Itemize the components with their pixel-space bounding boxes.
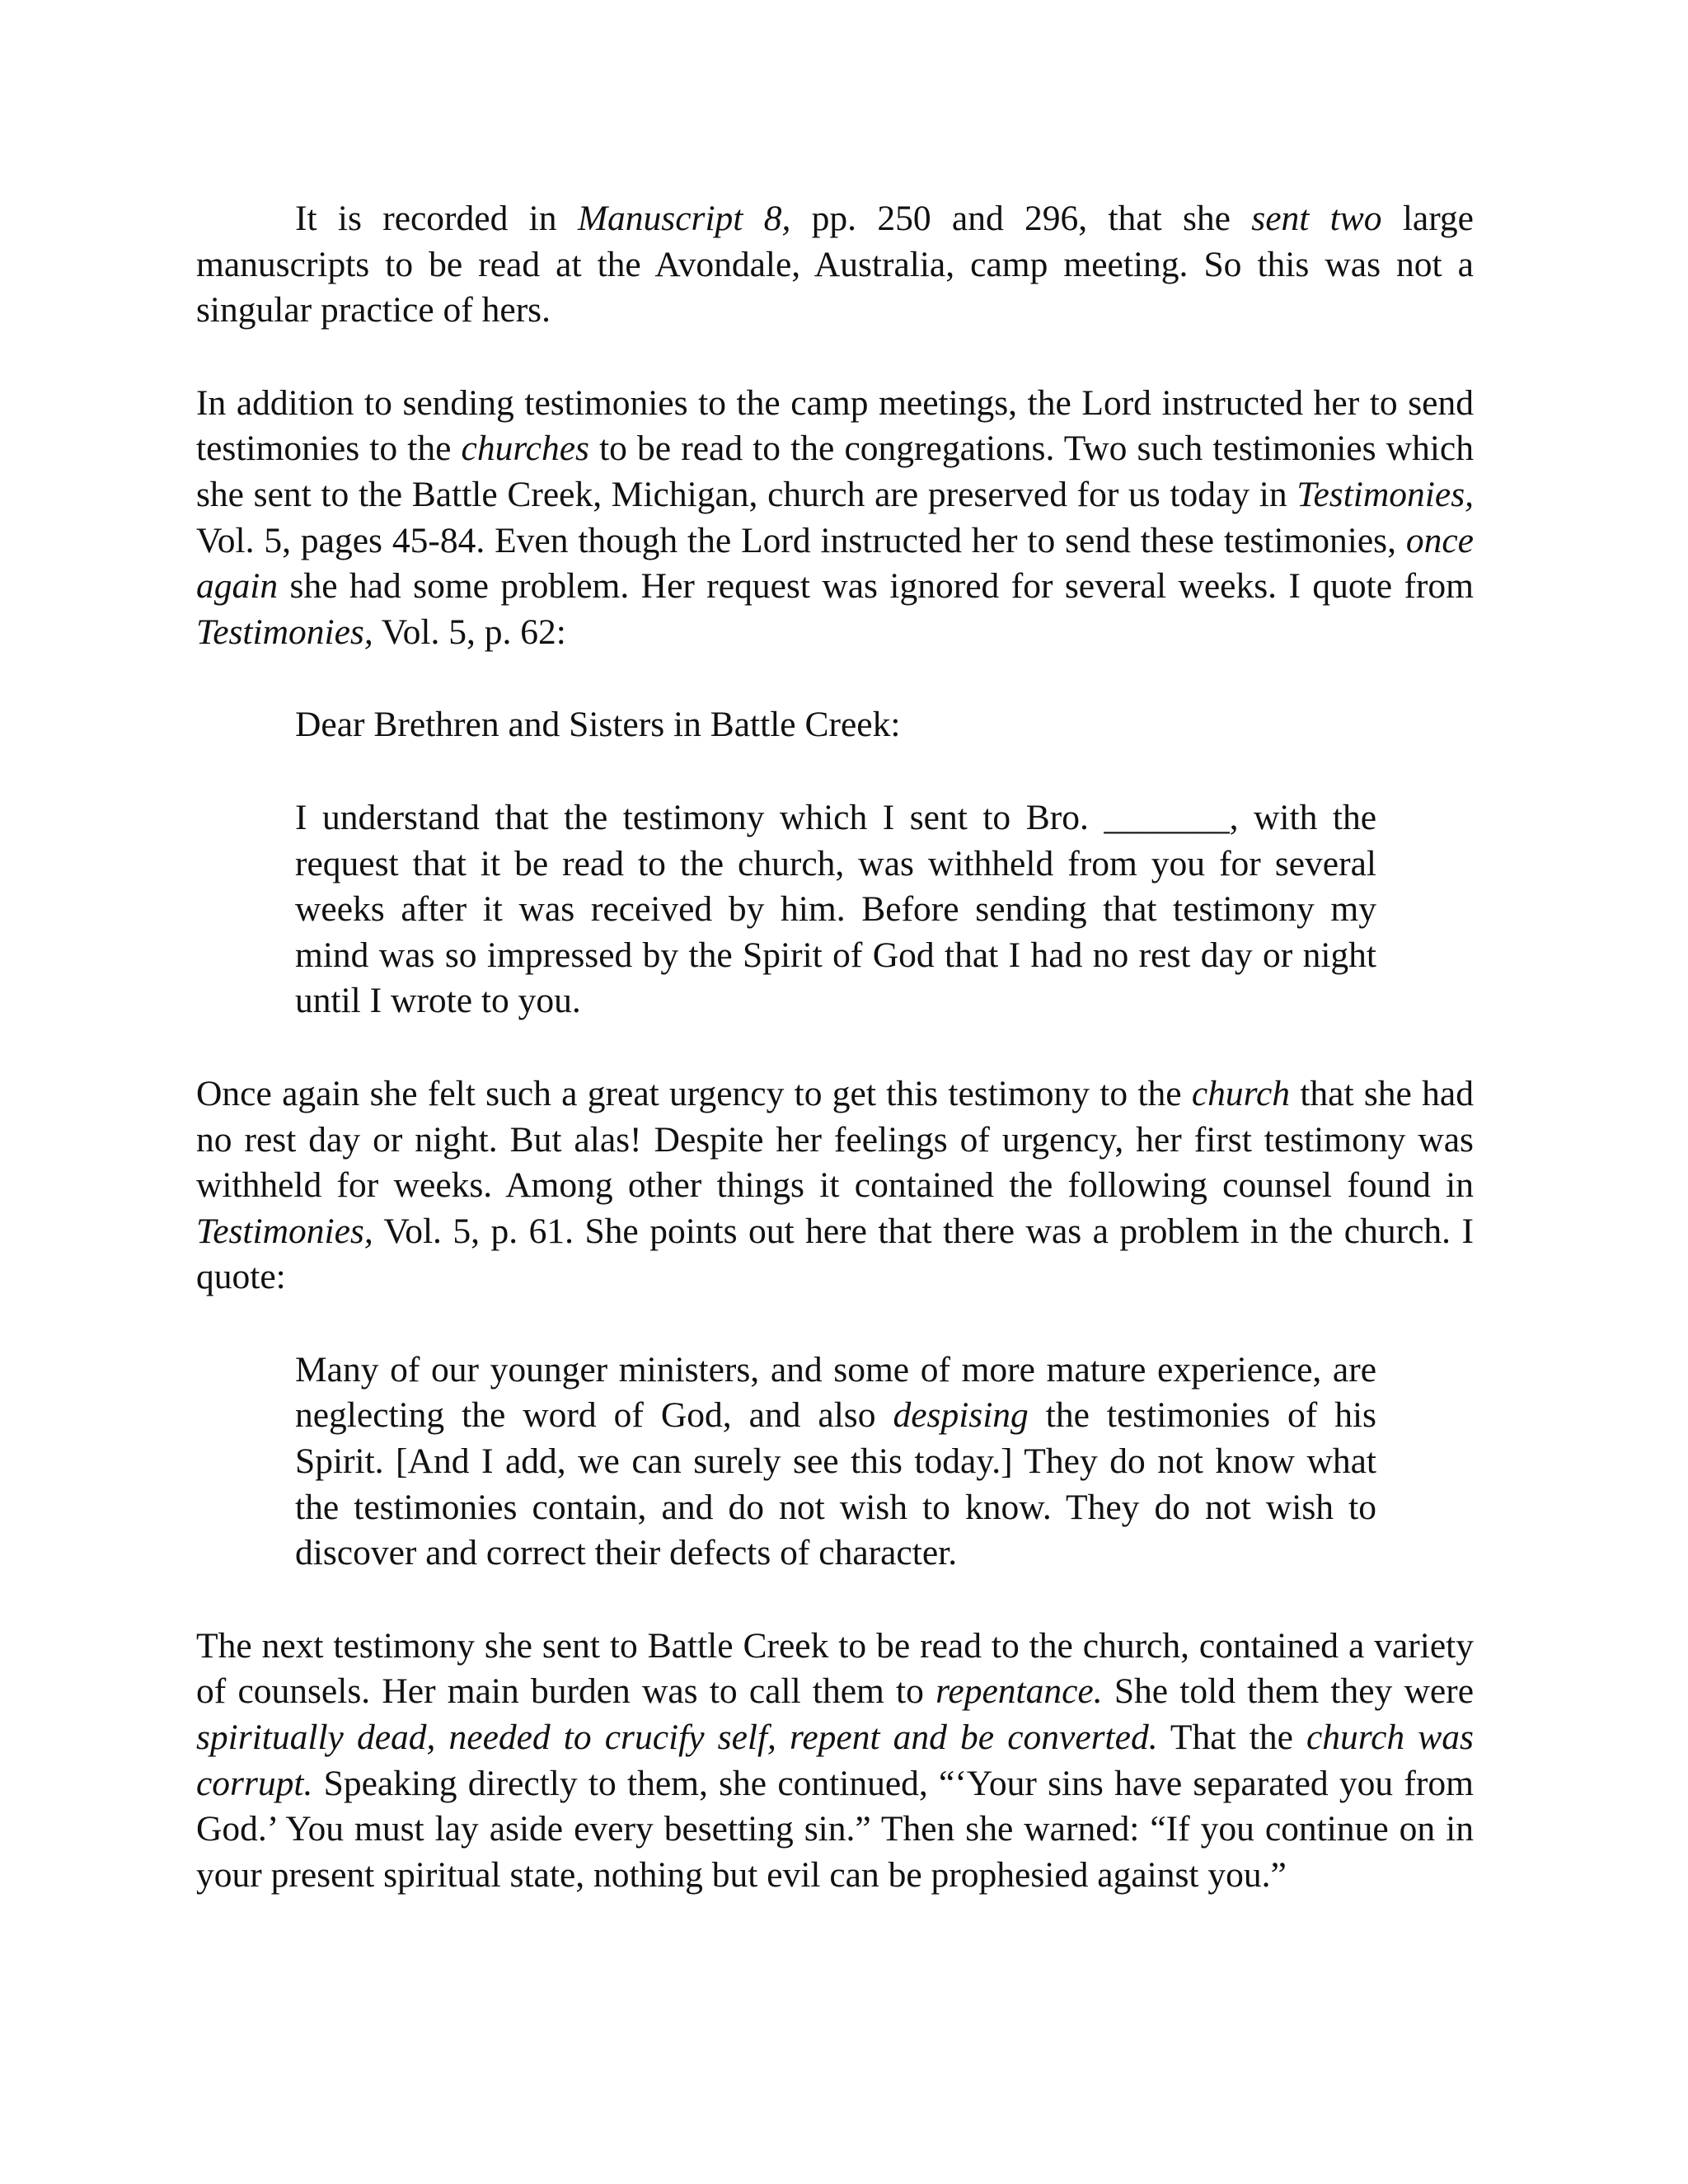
paragraph-next-testimony: The next testimony she sent to Battle Creek to be read to the church, contained a variety of counsels. Her main burden was to call them to repentance. She told them they were spiritually dead, needed to crucify self, repent and be converted. That the church was corrupt. Speaking directly to them, she continued, “‘Your sins have separated you from God.’ You must lay aside every besetting sin.” Then she warned: “If you continue on in your present spiritual state, nothing but evil can be prophesied against you.” [196,1625,1474,1895]
document-page [196,196,1474,1898]
paragraph-manuscript-8: It is recorded in Manuscript 8, pp. 250 and 296, that she sent two large manuscripts to be read at the Avondale, Australia, camp meeting. So this was not a singular practice of hers. [196,199,1474,330]
paragraph-gap [196,1024,1474,1071]
paragraph-urgency: Once again she felt such a great urgency to get this testimony to the church that she had no rest day or night. But alas! Despite her feelings of urgency, her first testimony was withheld for weeks. Among other things it contained the following counsel found in Testimonies, Vol. 5, p. 61. She points out here that there was a problem in the church. I quote: [196,1073,1474,1297]
block-quote-younger-ministers: Many of our younger ministers, and some of more mature experience, are neglecting the word of God, and also despising the testimonies of his Spirit. [And I add, we can surely see this today.] They do not know what the testimonies contain, and do not wish to know. They do not wish to discover and correct their defects of character. [295,1349,1376,1573]
paragraph-gap [196,1301,1474,1347]
paragraph-gap [196,655,1474,702]
paragraph-testimonies-to-churches: In addition to sending testimonies to the camp meetings, the Lord instructed her to send testimonies to the churches to be read to the congregations. Two such testimonies which she sent to the Battle Creek, Michigan, church are preserved for us today in Testimonies, Vol. 5, pages 45-84. Even though the Lord instructed her to send these testimonies, once again she had some problem. Her request was ignored for several weeks. I quote from Testimonies, Vol. 5, p. 62: [196,382,1474,652]
block-quote-withheld-testimony: I understand that the testimony which I sent to Bro. _______, with the request that it be read to the church, was withheld from you for several weeks after it was received by him. Before sending that testimony my mind was so impressed by the Spirit of God that I had no rest day or night until I wrote to you. [295,797,1376,1021]
paragraph-gap [196,334,1474,381]
paragraph-gap [196,748,1474,795]
paragraph-gap [196,1577,1474,1624]
block-quote-salutation: Dear Brethren and Sisters in Battle Creek: [295,705,901,745]
